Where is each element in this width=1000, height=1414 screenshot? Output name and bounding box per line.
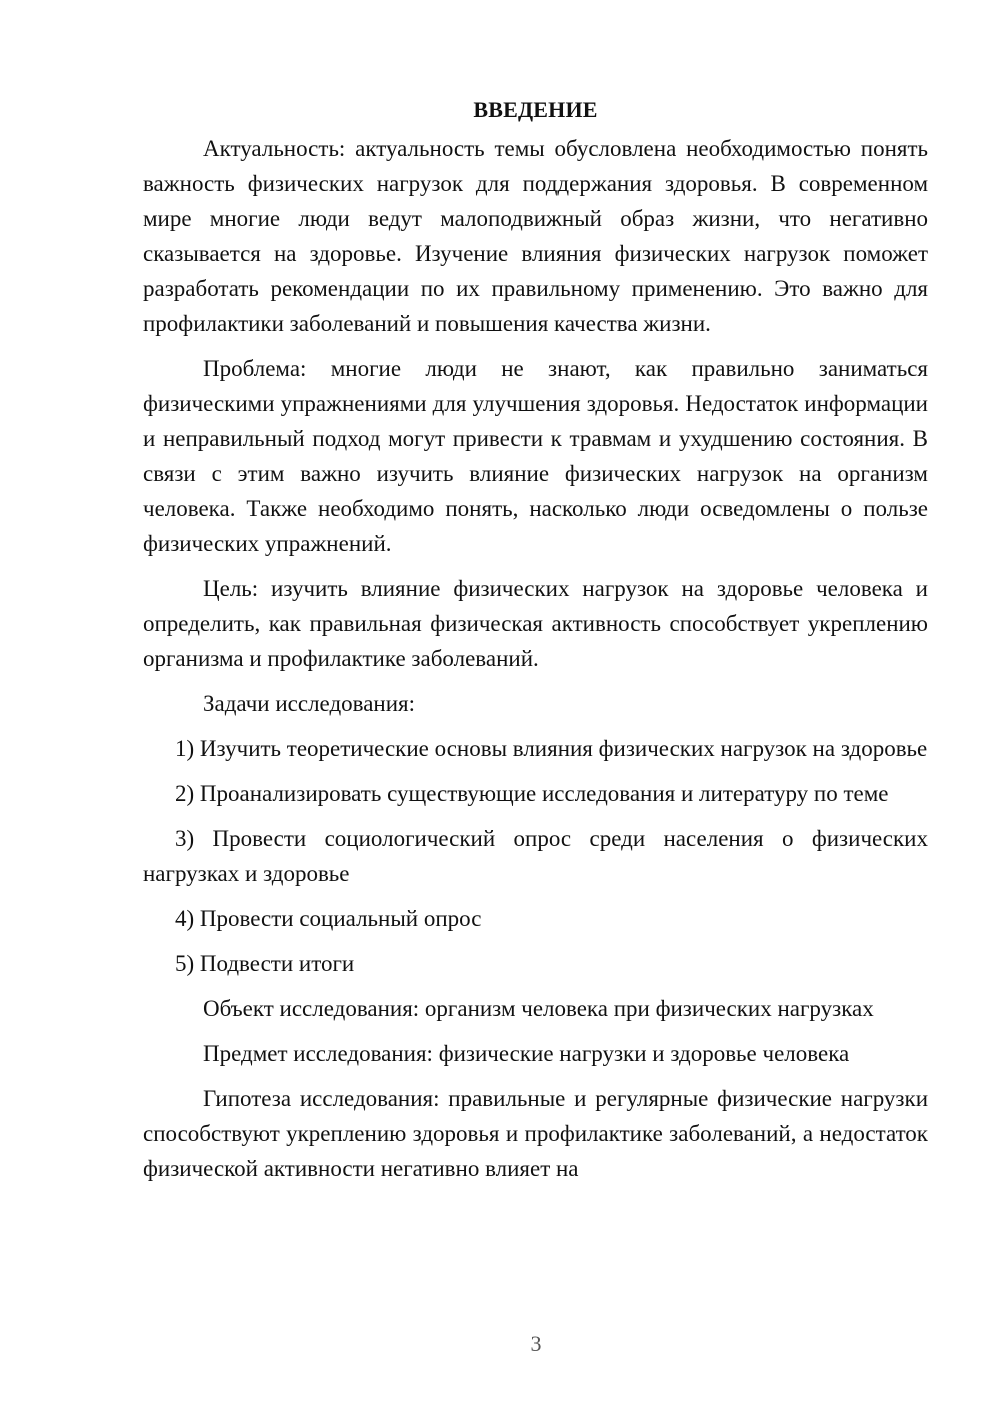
page-title: ВВЕДЕНИЕ: [473, 97, 598, 122]
paragraph-object: Объект исследования: организм человека при физических нагрузках: [203, 996, 874, 1021]
task-item-5: 5) Подвести итоги: [175, 951, 355, 976]
task-item-3: 3) Провести социологический опрос среди населения о физических нагрузках и здоровье: [143, 826, 928, 886]
task-item-1: 1) Изучить теоретические основы влияния физических нагрузок на здоровье: [175, 736, 928, 761]
page-number: 3: [530, 1331, 542, 1356]
paragraph-problem: Проблема: многие люди не знают, как правильно заниматься физическими упражнениями для улучшения здоровья. Недостаток информации и неправильный подход могут привести к травмам и ухудшению состояния. В связи с этим важно изучить влияние физических нагрузок на организм человека. Также необходимо понять, насколько люди осведомлены о пользе физических упражнений.: [143, 356, 928, 556]
paragraph-subject: Предмет исследования: физические нагрузки и здоровье человека: [203, 1041, 850, 1066]
task-item-4: 4) Провести социальный опрос: [175, 906, 482, 931]
paragraph-goal: Цель: изучить влияние физических нагрузок на здоровье человека и определить, как правильная физическая активность способствует укреплению организма и профилактике заболеваний.: [143, 576, 928, 671]
paragraph-relevance: Актуальность: актуальность темы обусловлена необходимостью понять важность физических нагрузок для поддержания здоровья. В современном мире многие люди ведут малоподвижный образ жизни, что негативно сказывается на здоровье. Изучение влияния физических нагрузок поможет разработать рекомендации по их правильному применению. Это важно для профилактики заболеваний и повышения качества жизни.: [143, 136, 928, 336]
page-content: [143, 92, 928, 1196]
tasks-heading: Задачи исследования:: [203, 691, 416, 716]
task-item-2: 2) Проанализировать существующие исследования и литературу по теме: [175, 781, 889, 806]
paragraph-hypothesis: Гипотеза исследования: правильные и регулярные физические нагрузки способствуют укреплению здоровья и профилактике заболеваний, а недостаток физической активности негативно влияет на: [143, 1086, 928, 1181]
